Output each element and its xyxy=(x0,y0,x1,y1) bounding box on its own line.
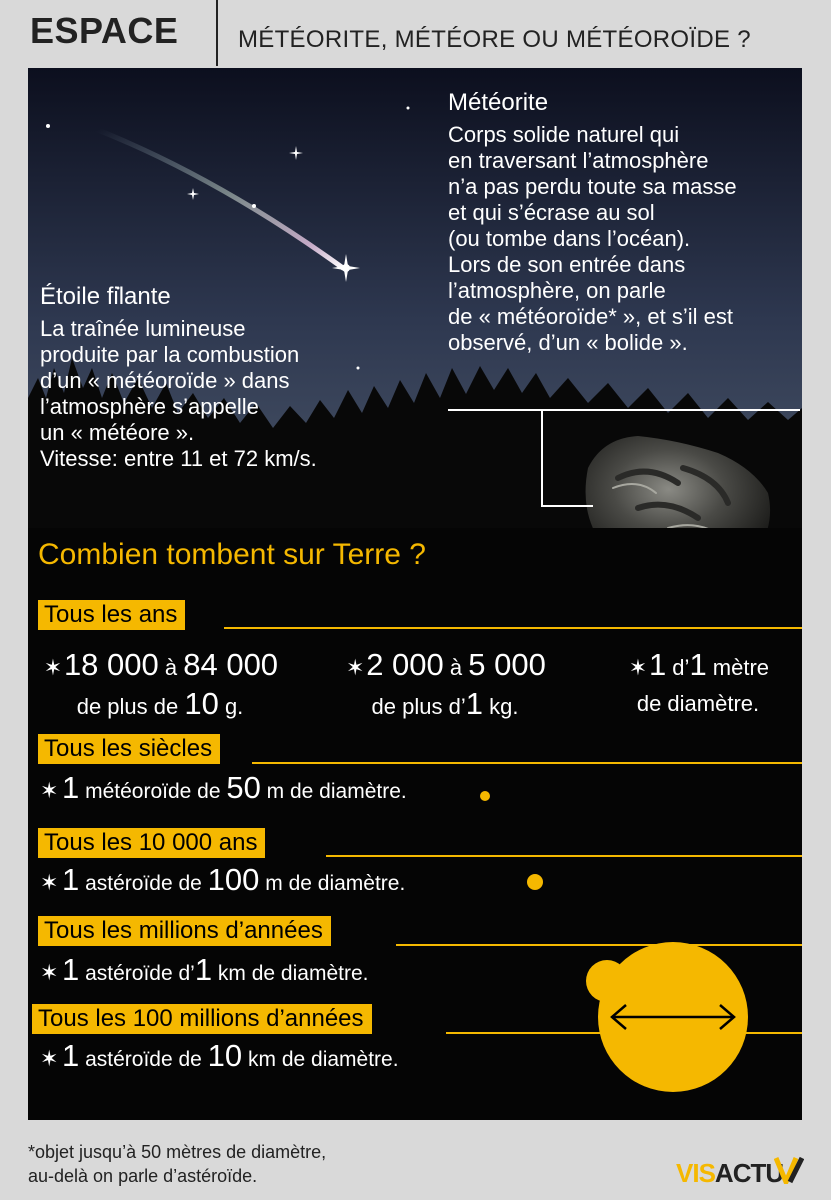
connector: d’ xyxy=(666,655,690,680)
brand-logo xyxy=(676,1158,783,1189)
footnote-line: *objet jusqu’à 50 mètres de diamètre, xyxy=(28,1142,327,1162)
object-type: astéroïde de xyxy=(79,1048,208,1071)
annual-item xyxy=(340,646,550,724)
shooting-star-line: l’atmosphère s’appelle xyxy=(40,394,259,419)
shooting-star-line: un « météore ». xyxy=(40,420,195,445)
meteorite-line: l’atmosphère, on parle xyxy=(448,278,666,303)
footnote xyxy=(28,1140,326,1188)
count-value: 1 xyxy=(62,862,80,897)
period-rule xyxy=(252,762,802,764)
star-icon: ✶ xyxy=(40,960,59,985)
star-icon: ✶ xyxy=(628,655,648,680)
size-unit: mètre xyxy=(706,655,770,680)
logo-part: VIS xyxy=(676,1158,715,1188)
logo-mark-icon xyxy=(774,1156,804,1184)
frequency-row xyxy=(40,1038,399,1074)
meteorite-line: n’a pas perdu toute sa masse xyxy=(448,174,737,199)
mass-unit: g. xyxy=(218,694,244,719)
size-value: 1 xyxy=(194,952,213,987)
size-unit: km de diamètre. xyxy=(242,1048,399,1071)
star-icon: ✶ xyxy=(43,655,63,680)
object-type: astéroïde de xyxy=(79,872,208,895)
count-max: 5 000 xyxy=(468,647,546,682)
size-value: 50 xyxy=(226,770,261,805)
diameter-arrow-icon xyxy=(598,942,748,1092)
star-icon: ✶ xyxy=(40,778,59,803)
star-icon: ✶ xyxy=(345,655,365,680)
frequency-row xyxy=(40,952,369,988)
section-question: Combien tombent sur Terre ? xyxy=(38,538,426,571)
meteorite-line: Corps solide naturel qui xyxy=(448,122,680,147)
meteorite-line: de « météoroïde* », et s’il est xyxy=(448,304,733,329)
bracket-line xyxy=(541,505,593,507)
frequency-row xyxy=(40,770,407,806)
size-value: 10 xyxy=(207,1038,243,1073)
shooting-star-definition xyxy=(40,284,420,472)
size-unit: m de diamètre. xyxy=(259,872,406,895)
size-dot-100m xyxy=(527,874,543,890)
header xyxy=(0,0,831,68)
period-label-century: Tous les siècles xyxy=(38,734,220,764)
annual-item xyxy=(600,646,796,721)
page-title: MÉTÉORITE, MÉTÉORE OU MÉTÉOROÏDE ? xyxy=(238,26,751,53)
size-value: 1 xyxy=(689,647,707,682)
period-label-10000-years: Tous les 10 000 ans xyxy=(38,828,265,858)
object-type: astéroïde d’ xyxy=(79,962,195,985)
shooting-star-line: produite par la combustion xyxy=(40,342,300,367)
mass-unit: kg. xyxy=(482,694,519,719)
meteorite-definition xyxy=(448,90,802,356)
meteorite-line: (ou tombe dans l’océan). xyxy=(448,226,691,251)
shooting-star-line: La traînée lumineuse xyxy=(40,316,246,341)
connector: à xyxy=(158,655,184,680)
count-max: 84 000 xyxy=(183,647,279,682)
shooting-star-line: d’un « météoroïde » dans xyxy=(40,368,290,393)
shooting-star-heading: Étoile filante xyxy=(40,283,171,310)
meteorite-line: Lors de son entrée dans xyxy=(448,252,686,277)
meteorite-heading: Météorite xyxy=(448,89,549,116)
bracket-line xyxy=(448,409,800,411)
size-circle-10km xyxy=(598,942,748,1092)
count-value: 1 xyxy=(62,952,80,987)
header-divider xyxy=(216,0,218,66)
mass-prefix: de plus de xyxy=(76,694,185,719)
object-type: météoroïde de xyxy=(79,780,227,803)
connector: à xyxy=(443,655,469,680)
count-value: 1 xyxy=(648,647,667,682)
mass-value: 1 xyxy=(465,686,483,721)
size-unit: km de diamètre. xyxy=(212,962,369,985)
shooting-star-line: Vitesse: entre 11 et 72 km/s. xyxy=(40,446,317,471)
mass-prefix: de plus d’ xyxy=(371,694,466,719)
footnote-line: au-delà on parle d’astéroïde. xyxy=(28,1166,258,1186)
count-min: 2 000 xyxy=(366,647,444,682)
annual-item xyxy=(40,646,280,724)
period-rule xyxy=(326,855,802,857)
mass-value: 10 xyxy=(184,686,219,721)
size-caption: de diamètre. xyxy=(636,691,760,716)
star-icon: ✶ xyxy=(40,870,59,895)
star-icon: ✶ xyxy=(40,1046,59,1071)
period-rule xyxy=(224,627,802,629)
meteorite-line: observé, d’un « bolide ». xyxy=(448,330,688,355)
count-min: 18 000 xyxy=(63,647,159,682)
section-label: ESPACE xyxy=(30,10,179,51)
size-value: 100 xyxy=(207,862,260,897)
count-value: 1 xyxy=(62,770,80,805)
size-unit: m de diamètre. xyxy=(260,780,407,803)
period-label-annual: Tous les ans xyxy=(38,600,185,630)
size-dot-50m xyxy=(480,791,490,801)
bracket-line xyxy=(541,411,543,507)
logo-part: ACTU xyxy=(714,1158,784,1188)
period-label-100-million-years: Tous les 100 millions d’années xyxy=(32,1004,372,1034)
frequency-row xyxy=(40,862,406,898)
period-label-million-years: Tous les millions d’années xyxy=(38,916,331,946)
count-value: 1 xyxy=(62,1038,80,1073)
meteorite-line: et qui s’écrase au sol xyxy=(448,200,655,225)
meteorite-line: en traversant l’atmosphère xyxy=(448,148,709,173)
